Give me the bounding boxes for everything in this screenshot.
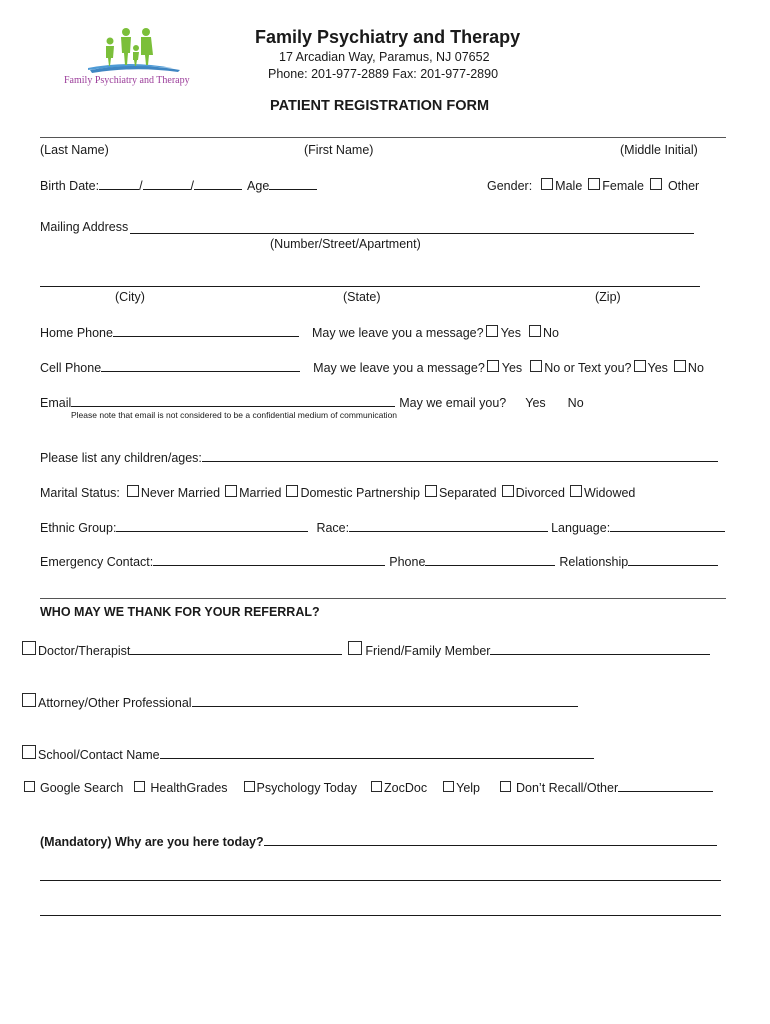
birth-year-field[interactable] — [194, 178, 242, 190]
relationship-field[interactable] — [628, 554, 718, 566]
reason-field[interactable] — [264, 834, 717, 846]
doctor-therapist-label: Doctor/Therapist — [38, 644, 131, 658]
cell-message-question: May we leave you a message? — [313, 361, 485, 375]
children-row — [40, 450, 718, 465]
birth-date-row — [40, 178, 317, 193]
never-married-checkbox[interactable] — [127, 485, 139, 497]
children-field[interactable] — [202, 450, 718, 462]
school-row — [22, 745, 594, 762]
race-label: Race: — [316, 521, 350, 535]
other-source-field[interactable] — [618, 780, 713, 792]
cell-phone-label: Cell Phone — [40, 361, 102, 375]
marital-option: Never Married — [140, 486, 221, 500]
divider — [40, 137, 726, 138]
relationship-label: Relationship — [559, 555, 629, 569]
reason-field-line[interactable] — [40, 915, 721, 916]
mandatory-label: (Mandatory) Why are you here today? — [40, 835, 264, 849]
zocdoc-checkbox[interactable] — [371, 781, 382, 792]
form-title: PATIENT REGISTRATION FORM — [270, 98, 490, 114]
widowed-checkbox[interactable] — [570, 485, 582, 497]
last-name-label: (Last Name) — [40, 143, 109, 157]
doctor-friend-row — [22, 641, 710, 658]
no-label: No — [687, 361, 704, 375]
email-yes-option[interactable]: Yes — [525, 396, 546, 410]
marital-status-row — [40, 485, 635, 500]
marital-option: Separated — [438, 486, 497, 500]
gender-female-checkbox[interactable] — [588, 178, 600, 190]
doctor-therapist-field[interactable] — [130, 643, 342, 655]
email-row — [40, 395, 584, 410]
married-checkbox[interactable] — [225, 485, 237, 497]
emergency-row — [40, 554, 718, 569]
doctor-therapist-checkbox[interactable] — [22, 641, 36, 655]
cell-phone-row — [40, 360, 704, 375]
first-name-label: (First Name) — [304, 143, 374, 157]
mailing-address-sublabel: (Number/Street/Apartment) — [270, 237, 421, 251]
no-label: No — [543, 326, 559, 340]
referral-sources-row — [24, 780, 713, 795]
home-phone-row — [40, 325, 559, 340]
attorney-checkbox[interactable] — [22, 693, 36, 707]
birth-day-field[interactable] — [143, 178, 191, 190]
gender-option: Male — [555, 179, 583, 193]
referral-heading: WHO MAY WE THANK FOR YOUR REFERRAL? — [40, 605, 320, 619]
language-field[interactable] — [610, 520, 725, 532]
referral-source-label: Psychology Today — [256, 781, 358, 795]
mandatory-row — [40, 834, 717, 849]
separated-checkbox[interactable] — [425, 485, 437, 497]
reason-field-line[interactable] — [40, 880, 721, 881]
referral-source-label: Yelp — [456, 781, 480, 795]
friend-family-checkbox[interactable] — [348, 641, 362, 655]
home-phone-label: Home Phone — [40, 326, 113, 340]
yes-label: Yes — [501, 361, 523, 375]
mailing-address-field[interactable] — [130, 233, 694, 234]
emergency-contact-label: Emergency Contact: — [40, 555, 154, 569]
home-message-no-checkbox[interactable] — [529, 325, 541, 337]
zip-label: (Zip) — [595, 290, 621, 304]
referral-source-label: ZocDoc — [384, 781, 428, 795]
divorced-checkbox[interactable] — [502, 485, 514, 497]
city-state-zip-field[interactable] — [40, 286, 700, 287]
middle-initial-label: (Middle Initial) — [620, 143, 698, 157]
birth-month-field[interactable] — [99, 178, 139, 190]
clinic-contact: Phone: 201-977-2889 Fax: 201-977-2890 — [268, 67, 499, 81]
google-search-checkbox[interactable] — [24, 781, 35, 792]
referral-source-label: Google Search — [40, 781, 124, 795]
yelp-checkbox[interactable] — [443, 781, 454, 792]
yes-label: Yes — [500, 326, 521, 340]
no-or-text-label: No or Text you? — [544, 361, 632, 375]
mailing-address-label: Mailing Address — [40, 220, 129, 234]
text-yes-checkbox[interactable] — [634, 360, 646, 372]
email-field[interactable] — [71, 395, 395, 407]
clinic-address: 17 Arcadian Way, Paramus, NJ 07652 — [279, 50, 490, 64]
ethnic-group-label: Ethnic Group: — [40, 521, 117, 535]
birth-date-label: Birth Date: — [40, 179, 100, 193]
school-label: School/Contact Name — [38, 748, 160, 762]
ethnic-row — [40, 520, 725, 535]
divider — [40, 598, 726, 599]
marital-option: Domestic Partnership — [300, 486, 420, 500]
marital-status-label: Marital Status: — [40, 486, 120, 500]
language-label: Language: — [551, 521, 611, 535]
emergency-phone-field[interactable] — [425, 554, 555, 566]
referral-source-label: HealthGrades — [150, 781, 228, 795]
marital-option: Widowed — [583, 486, 636, 500]
friend-family-field[interactable] — [490, 643, 710, 655]
email-label: Email — [40, 396, 72, 410]
home-message-question: May we leave you a message? — [311, 326, 484, 340]
age-field[interactable] — [269, 178, 317, 190]
healthgrades-checkbox[interactable] — [134, 781, 145, 792]
email-note: Please note that email is not considered to be a confidential medium of communication — [71, 410, 398, 420]
yes-label: Yes — [647, 361, 668, 375]
emergency-contact-field[interactable] — [153, 554, 385, 566]
clinic-title: Family Psychiatry and Therapy — [255, 27, 521, 47]
date-separator: / — [139, 179, 143, 193]
marital-option: Divorced — [515, 486, 565, 500]
gender-male-checkbox[interactable] — [541, 178, 553, 190]
cell-message-no-checkbox[interactable] — [530, 360, 542, 372]
home-message-yes-checkbox[interactable] — [486, 325, 498, 337]
gender-other-checkbox[interactable] — [650, 178, 662, 190]
marital-option: Married — [239, 486, 282, 500]
gender-option: Other — [667, 179, 700, 193]
referral-source-label: Don’t Recall/Other — [516, 781, 619, 795]
attorney-row — [22, 693, 578, 710]
school-checkbox[interactable] — [22, 745, 36, 759]
attorney-label: Attorney/Other Professional — [38, 696, 192, 710]
attorney-field[interactable] — [192, 695, 578, 707]
cell-phone-field[interactable] — [101, 360, 300, 372]
friend-family-label: Friend/Family Member — [365, 644, 491, 658]
age-label: Age — [247, 179, 270, 193]
email-question: May we email you? — [399, 396, 507, 410]
city-label: (City) — [115, 290, 145, 304]
gender-label: Gender: — [487, 179, 533, 193]
psychology-today-checkbox[interactable] — [244, 781, 255, 792]
ethnic-group-field[interactable] — [116, 520, 308, 532]
dont-recall-checkbox[interactable] — [500, 781, 511, 792]
cell-message-yes-checkbox[interactable] — [487, 360, 499, 372]
date-separator: / — [190, 179, 195, 193]
home-phone-field[interactable] — [113, 325, 299, 337]
logo — [60, 24, 200, 90]
school-field[interactable] — [160, 747, 594, 759]
family-logo-icon — [60, 24, 200, 76]
logo-caption: Family Psychiatry and Therapy — [64, 75, 190, 86]
children-label: Please list any children/ages: — [40, 451, 202, 465]
gender-row — [487, 178, 699, 193]
email-no-option[interactable]: No — [567, 396, 584, 410]
race-field[interactable] — [349, 520, 548, 532]
domestic-partnership-checkbox[interactable] — [286, 485, 298, 497]
emergency-phone-label: Phone — [389, 555, 426, 569]
gender-option: Female — [602, 179, 644, 193]
state-label: (State) — [343, 290, 381, 304]
text-no-checkbox[interactable] — [674, 360, 686, 372]
